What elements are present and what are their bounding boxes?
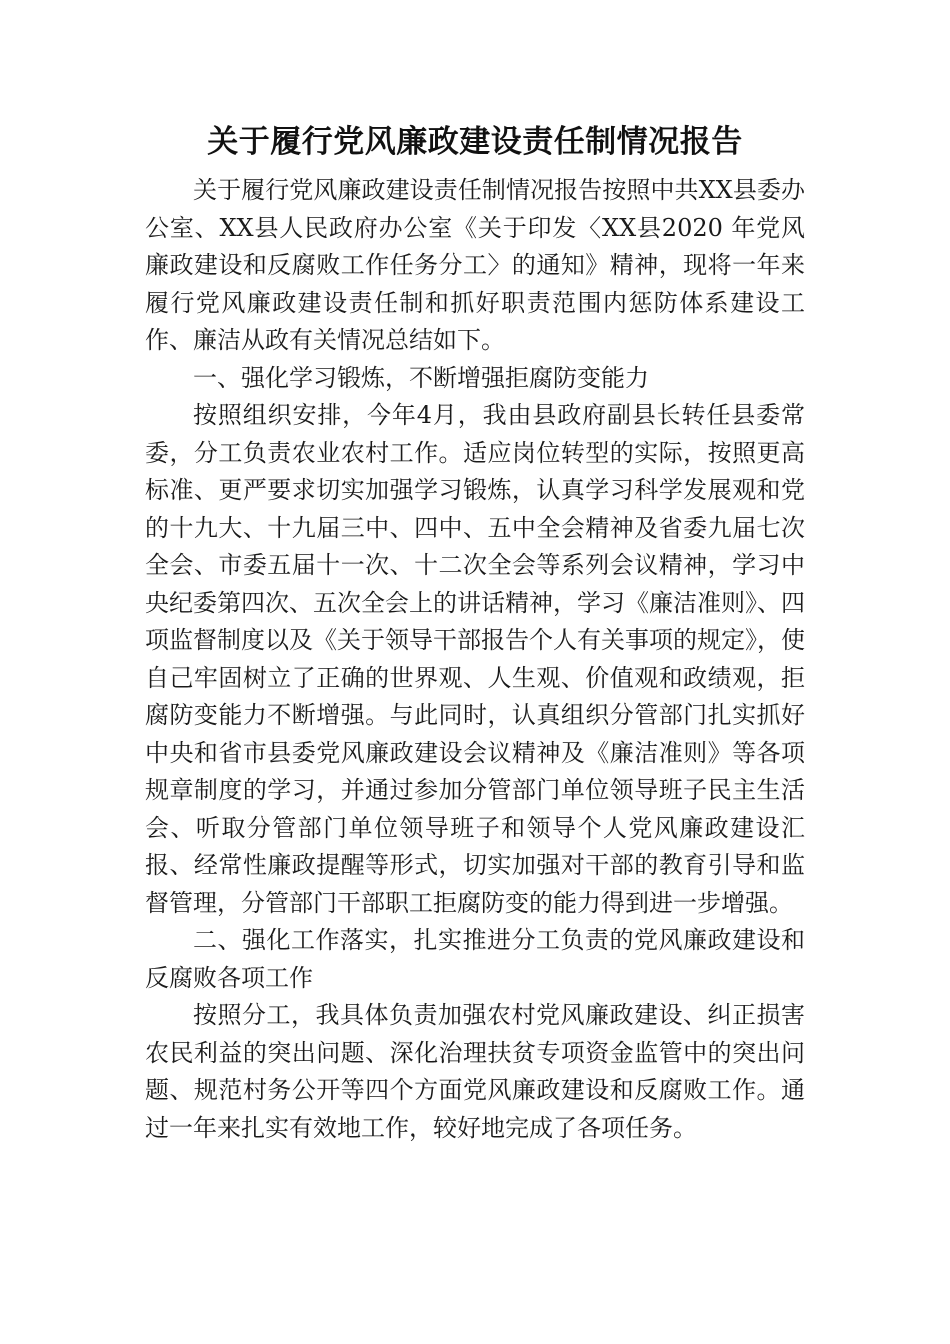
document-title: 关于履行党风廉政建设责任制情况报告: [207, 124, 743, 160]
section-heading-2: 二、强化工作落实，扎实推进分工负责的党风廉政建设和反腐败各项工作: [145, 926, 805, 992]
document-body: [145, 172, 805, 1147]
section-heading-1: 一、强化学习锻炼，不断增强拒腐防变能力: [193, 363, 649, 392]
paragraph-section-1: 按照组织安排，今年4月，我由县政府副县长转任县委常委，分工负责农业农村工作。适应岗位转型的实际，按照更高标准、更严要求切实加强学习锻炼，认真学习科学发展观和党的十九大、十九届三中、四中、五中全会精神及省委九届七次全会、市委五届十一次、十二次全会等系列会议精神，学习中央纪委第四次、五次全会上的讲话精神，学习《廉洁准则》、四项监督制度以及《关于领导干部报告个人有关事项的规定》，使自己牢固树立了正确的世界观、人生观、价值观和政绩观，拒腐防变能力不断增强。与此同时，认真组织分管部门扎实抓好中央和省市县委党风廉政建设会议精神及《廉洁准则》等各项规章制度的学习，并通过参加分管部门单位领导班子民主生活会、听取分管部门单位领导班子和领导个人党风廉政建设汇报、经常性廉政提醒等形式，切实加强对干部的教育引导和监督管理，分管部门干部职工拒腐防变的能力得到进一步增强。: [145, 401, 805, 917]
paragraph-intro: 关于履行党风廉政建设责任制情况报告按照中共XX县委办公室、XX县人民政府办公室《关于印发〈XX县2020 年党风廉政建设和反腐败工作任务分工〉的通知》精神，现将一年来履行党风廉政建设责任制和抓好职责范围内惩防体系建设工作、廉洁从政有关情况总结如下。: [145, 176, 805, 354]
paragraph-section-2: 按照分工，我具体负责加强农村党风廉政建设、纠正损害农民利益的突出问题、深化治理扶贫专项资金监管中的突出问题、规范村务公开等四个方面党风廉政建设和反腐败工作。通过一年来扎实有效地工作，较好地完成了各项任务。: [145, 1001, 805, 1142]
